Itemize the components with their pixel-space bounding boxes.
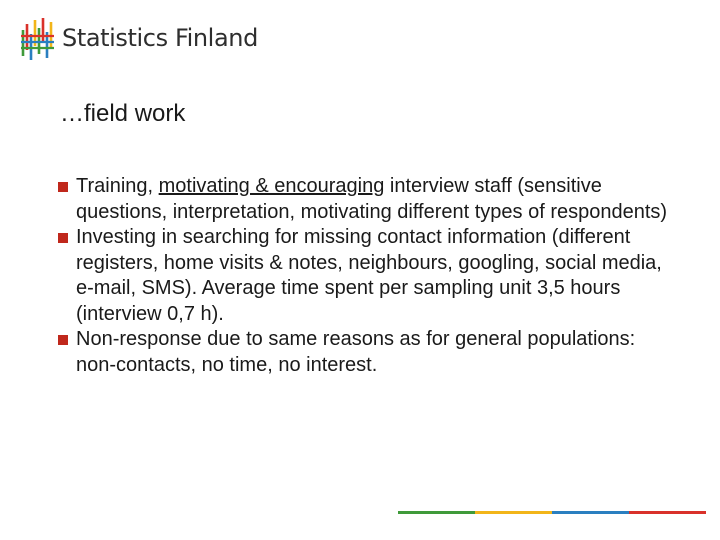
statistics-finland-logo-icon (20, 16, 56, 60)
bar-segment-blue (552, 511, 629, 514)
bullet-text: Investing in searching for missing contact information (different registers, home visits & notes, neighbours, googling, social media, e-mail, SMS). Average time spent per sampling unit 3,5 hours (interview 0,7 h). (76, 226, 662, 325)
bullet-marker-icon (58, 182, 68, 192)
bullet-marker-icon (58, 233, 68, 243)
bullet-item-training (58, 174, 678, 225)
bullet-list (58, 174, 678, 378)
bullet-text: Non-response due to same reasons as for general populations: non-contacts, no time, no interest. (76, 328, 636, 376)
bottom-color-bar (398, 511, 706, 514)
bar-segment-green (398, 511, 475, 514)
bullet-text-underlined: motivating & encouraging (158, 175, 385, 197)
bullet-marker-icon (58, 335, 68, 345)
bullet-item-investing (58, 225, 678, 327)
bullet-text-before: Training, (76, 175, 159, 197)
bar-segment-red (629, 511, 706, 514)
bar-segment-yellow (475, 511, 552, 514)
logo-text: Statistics Finland (62, 24, 258, 52)
slide-title: …field work (60, 100, 186, 127)
logo (20, 16, 258, 60)
bullet-item-non-response (58, 327, 678, 378)
bullet-text-after: interview staff (sensitive questions, interpretation, motivating different types of respondents) (76, 175, 668, 223)
